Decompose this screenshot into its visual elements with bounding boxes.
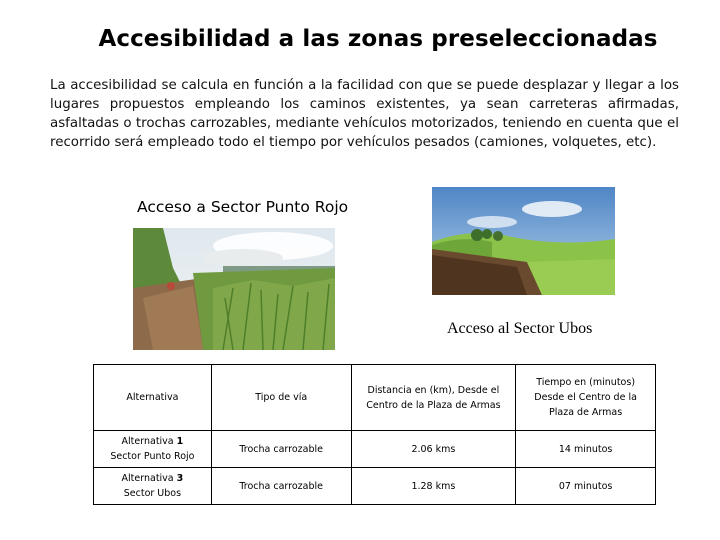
caption-ubos: Acceso al Sector Ubos <box>447 320 593 337</box>
cell-tiempo: 14 minutos <box>516 431 656 468</box>
page-title: Accesibilidad a las zonas preseleccionadas <box>98 26 658 52</box>
alt-sector: Sector Punto Rojo <box>110 451 195 462</box>
cell-distancia: 1.28 kms <box>351 468 516 505</box>
caption-punto-rojo: Acceso a Sector Punto Rojo <box>137 198 349 216</box>
header-tiempo-line2: Desde el Centro de la <box>534 392 637 403</box>
header-distancia-line1: Distancia en (km), Desde el <box>367 384 500 396</box>
table-row <box>94 431 656 468</box>
header-tipo-via: Tipo de vía <box>211 365 351 431</box>
table-row <box>94 468 656 505</box>
alt-prefix: Alternativa <box>121 436 177 447</box>
header-distancia <box>351 365 516 431</box>
alt-sector: Sector Ubos <box>123 488 182 499</box>
cell-tipo-via: Trocha carrozable <box>211 431 351 468</box>
cell-alternativa <box>94 431 212 468</box>
table-header-row <box>94 365 656 431</box>
cell-tipo-via: Trocha carrozable <box>211 468 351 505</box>
photo-ubos-hillside <box>432 187 615 295</box>
alt-number: 1 <box>176 436 184 447</box>
cell-tiempo: 07 minutos <box>516 468 656 505</box>
cell-distancia: 2.06 kms <box>351 431 516 468</box>
cell-alternativa <box>94 468 212 505</box>
header-tiempo-line3: Plaza de Armas <box>549 407 623 418</box>
header-tiempo <box>516 365 656 431</box>
header-distancia-line2: Centro de la Plaza de Armas <box>366 399 501 411</box>
photo-punto-rojo-road <box>133 228 335 350</box>
access-table <box>93 364 656 505</box>
intro-paragraph: La accesibilidad se calcula en función a la facilidad con que se puede desplazar y llegar a los lugares propuestos empleando los caminos existentes, ya sean carreteras afirmadas, asfaltadas o trochas carrozables, mediante vehículos motorizados, teniendo en cuenta que el recorrido será empleado todo el tiempo por vehículos pesados (camiones, volquetes, etc). <box>50 78 679 150</box>
header-tiempo-line1: Tiempo en (minutos) <box>536 377 636 388</box>
header-alternativa: Alternativa <box>94 365 212 431</box>
alt-prefix: Alternativa <box>121 473 177 484</box>
alt-number: 3 <box>176 473 184 484</box>
